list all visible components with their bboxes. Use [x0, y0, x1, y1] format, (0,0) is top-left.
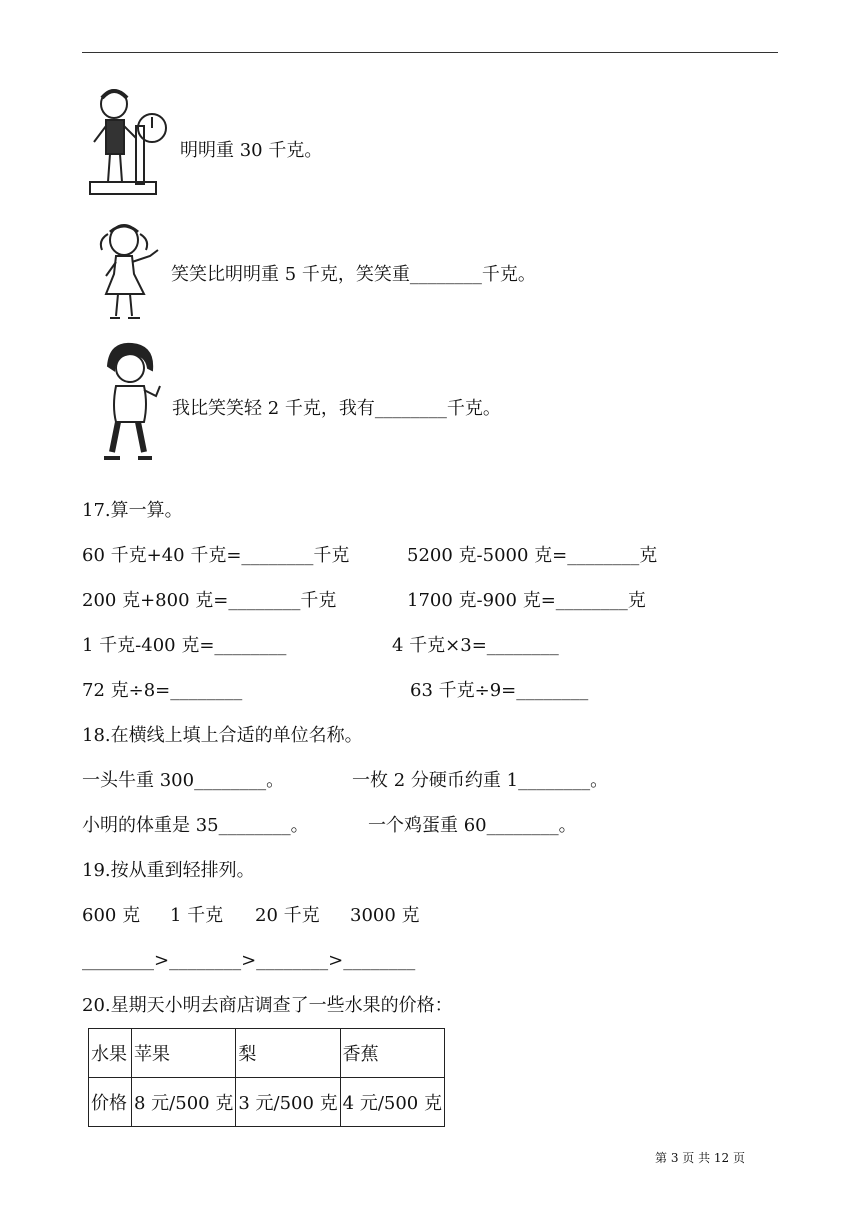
- table-cell: 梨: [236, 1029, 340, 1078]
- fruit-price-table: [88, 1028, 445, 1127]
- q16-line-3: 我比笑笑轻 2 千克，我有________千克。: [172, 398, 501, 419]
- q17-item-7: 72 克÷8=________: [82, 680, 243, 701]
- q19-option-4: 3000 克: [350, 905, 420, 926]
- q17-item-5: 1 千克-400 克=________: [82, 635, 287, 656]
- q17-item-1: 60 千克+40 千克=________千克: [82, 545, 350, 566]
- q17-item-4: 1700 克-900 克=________克: [407, 590, 646, 611]
- q17-item-3: 200 克+800 克=________千克: [82, 590, 337, 611]
- table-cell: 4 元/500 克: [340, 1078, 444, 1127]
- q18-item-4: 一个鸡蛋重 60________。: [368, 815, 577, 836]
- table-row: [89, 1078, 445, 1127]
- q19-title: 19.按从重到轻排列。: [82, 860, 255, 881]
- table-cell: 香蕉: [340, 1029, 444, 1078]
- q19-option-2: 1 千克: [170, 905, 224, 926]
- q17-item-6: 4 千克×3=________: [392, 635, 559, 656]
- q16-line-1: 明明重 30 千克。: [180, 140, 323, 161]
- q18-item-3: 小明的体重是 35________。: [82, 815, 309, 836]
- page-footer: 第 3 页 共 12 页: [655, 1151, 745, 1165]
- q18-title: 18.在横线上填上合适的单位名称。: [82, 725, 363, 746]
- q20-title: 20.星期天小明去商店调查了一些水果的价格：: [82, 995, 453, 1016]
- girl-xiaoxiao-illustration: [88, 220, 170, 328]
- q17-item-2: 5200 克-5000 克=________克: [407, 545, 658, 566]
- table-cell: 8 元/500 克: [132, 1078, 236, 1127]
- table-cell: 水果: [89, 1029, 132, 1078]
- q17-title: 17.算一算。: [82, 500, 183, 521]
- table-row: [89, 1029, 445, 1078]
- table-cell: 价格: [89, 1078, 132, 1127]
- q18-item-1: 一头牛重 300________。: [82, 770, 285, 791]
- q19-answer-line: ________>________>________>________: [82, 950, 416, 971]
- q19-option-3: 20 千克: [255, 905, 320, 926]
- table-cell: 3 元/500 克: [236, 1078, 340, 1127]
- q16-line-2: 笑笑比明明重 5 千克，笑笑重________千克。: [171, 264, 536, 285]
- table-cell: 苹果: [132, 1029, 236, 1078]
- q17-item-8: 63 千克÷9=________: [410, 680, 589, 701]
- walking-girl-illustration: [90, 340, 174, 478]
- q18-item-2: 一枚 2 分硬币约重 1________。: [352, 770, 609, 791]
- q19-option-1: 600 克: [82, 905, 141, 926]
- header-rule: [82, 52, 778, 53]
- child-on-scale-illustration: [82, 86, 178, 210]
